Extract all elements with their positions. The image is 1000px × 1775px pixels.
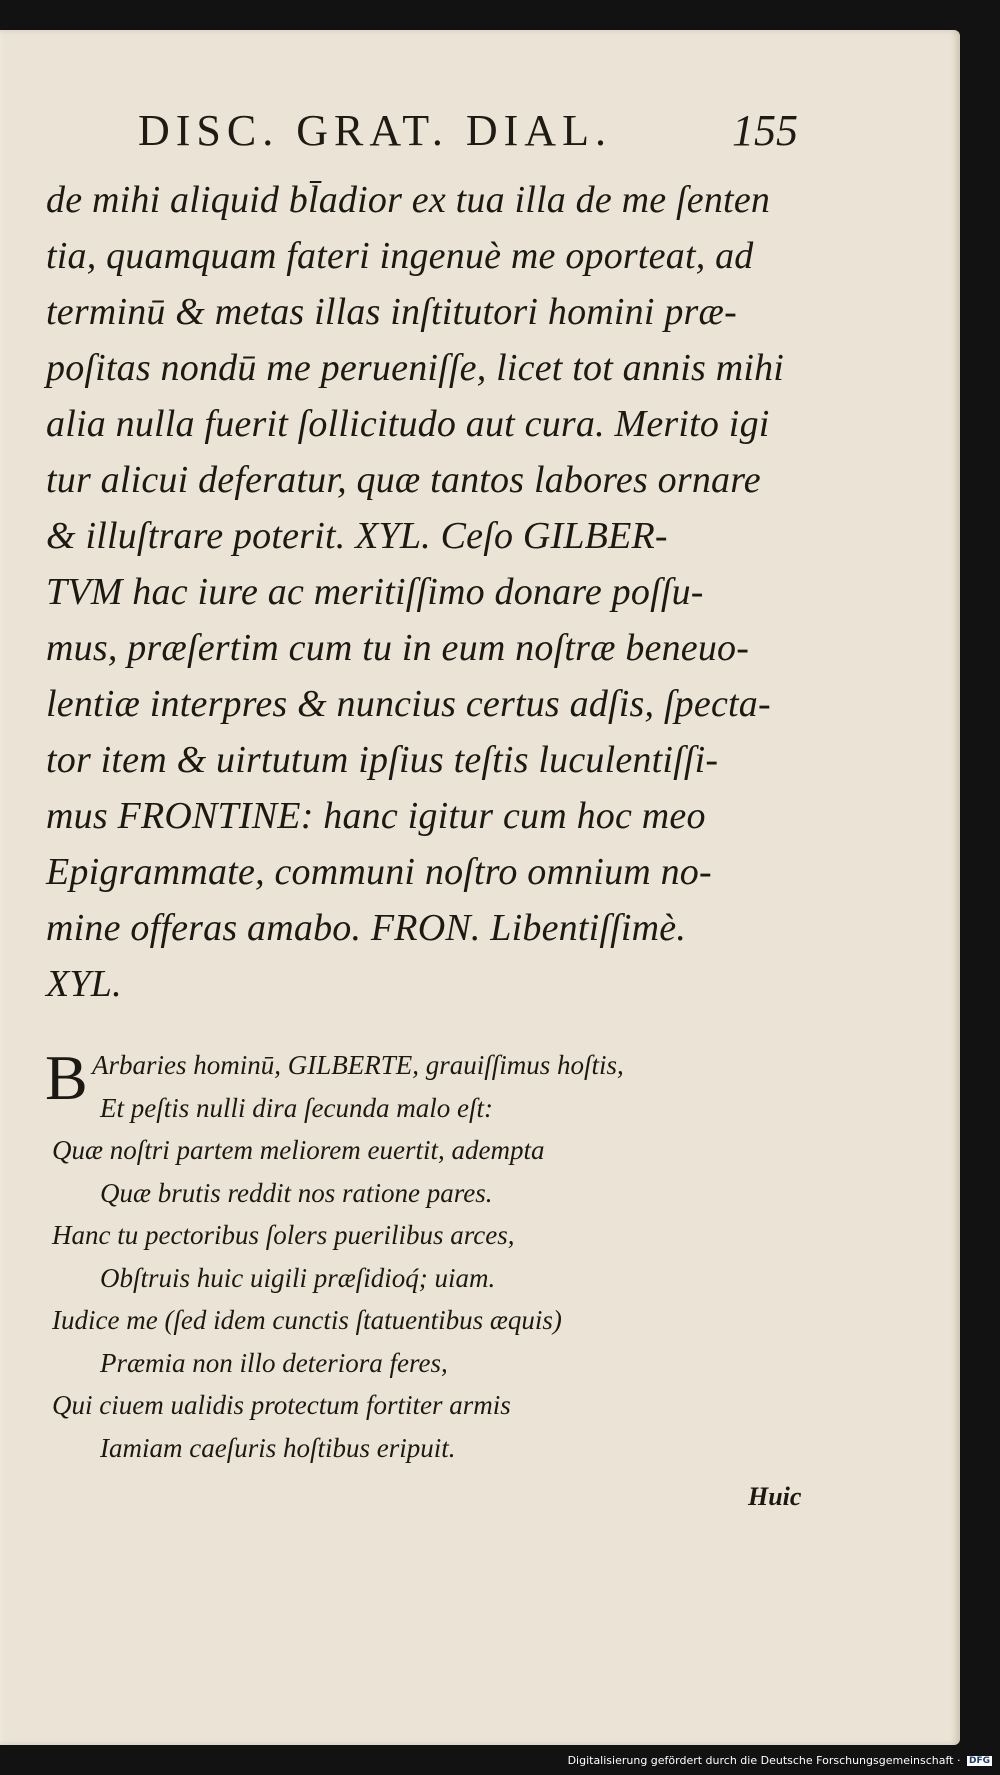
prose-line: Epigrammate, communi noſtro omnium no- xyxy=(46,851,712,893)
epigram-line: Iudice me (ſed idem cunctis ſtatuentibus æquis) xyxy=(52,1305,562,1335)
drop-cap: B xyxy=(45,1042,88,1113)
digitization-credit xyxy=(560,1754,992,1772)
epigram-line: Qui ciuem ualidis protectum fortiter armis xyxy=(52,1390,511,1420)
prose-line: tor item & uirtutum ipſius teſtis luculentiſſi- xyxy=(46,739,719,781)
running-head-title: DISC. GRAT. DIAL. xyxy=(138,106,612,155)
prose-line: & illuſtrare poterit. XYL. Ceſo GILBER- xyxy=(46,515,668,557)
prose-line: alia nulla fuerit ſollicitudo aut cura. Merito igi xyxy=(46,403,770,445)
prose-line: mus FRONTINE: hanc igitur cum hoc meo xyxy=(46,795,706,837)
prose-line: poſitas nondū me perueniſſe, licet tot annis mihi xyxy=(46,347,785,389)
epigram-line: Et peſtis nulli dira ſecunda malo eſt: xyxy=(100,1092,493,1123)
prose-line: terminū & metas illas inſtitutori homini præ- xyxy=(46,291,737,333)
prose-line: TVM hac iure ac meritiſſimo donare poſſu- xyxy=(46,571,704,613)
prose-line: de mihi aliquid bl̄adior ex tua illa de me ſenten xyxy=(46,179,771,221)
prose-line: tur alicui deferatur, quæ tantos labores ornare xyxy=(46,459,761,501)
prose-line: mine offeras amabo. FRON. Libentiſſimè. xyxy=(46,907,687,949)
epigram xyxy=(45,1042,812,1469)
prose-line: lentiæ interpres & nuncius certus adſis, ſpecta- xyxy=(46,683,771,725)
prose-line: tia, quamquam fateri ingenuè me oporteat, ad xyxy=(46,235,754,277)
running-head xyxy=(138,105,798,165)
prose-block xyxy=(46,172,806,1012)
epigram-line: Quæ brutis reddit nos ratione pares. xyxy=(100,1177,493,1208)
prose-line: XYL. xyxy=(46,963,122,1005)
epigram-line: Hanc tu pectoribus ſolers puerilibus arces, xyxy=(52,1220,515,1250)
page-number: 155 xyxy=(732,106,798,155)
epigram-line: Obſtruis huic uigili præſidioq́; uiam. xyxy=(100,1262,496,1293)
epigram-line: Quæ noſtri partem meliorem euertit, adempta xyxy=(52,1135,545,1165)
prose-line: mus, præſertim cum tu in eum noſtræ beneuo- xyxy=(46,627,750,669)
book-page xyxy=(0,30,960,1745)
epigram-line: Præmia non illo deteriora feres, xyxy=(100,1347,448,1378)
catchword: Huic xyxy=(748,1482,802,1511)
epigram-line: Arbaries hominū, GILBERTE, grauiſſimus hoſtis, xyxy=(92,1050,624,1080)
credit-text: Digitalisierung gefördert durch die Deutsche Forschungsgemeinschaft · xyxy=(567,1754,961,1767)
dfg-logo: DFG xyxy=(968,1756,990,1766)
epigram-line: Iamiam caeſuris hoſtibus eripuit. xyxy=(100,1432,456,1463)
